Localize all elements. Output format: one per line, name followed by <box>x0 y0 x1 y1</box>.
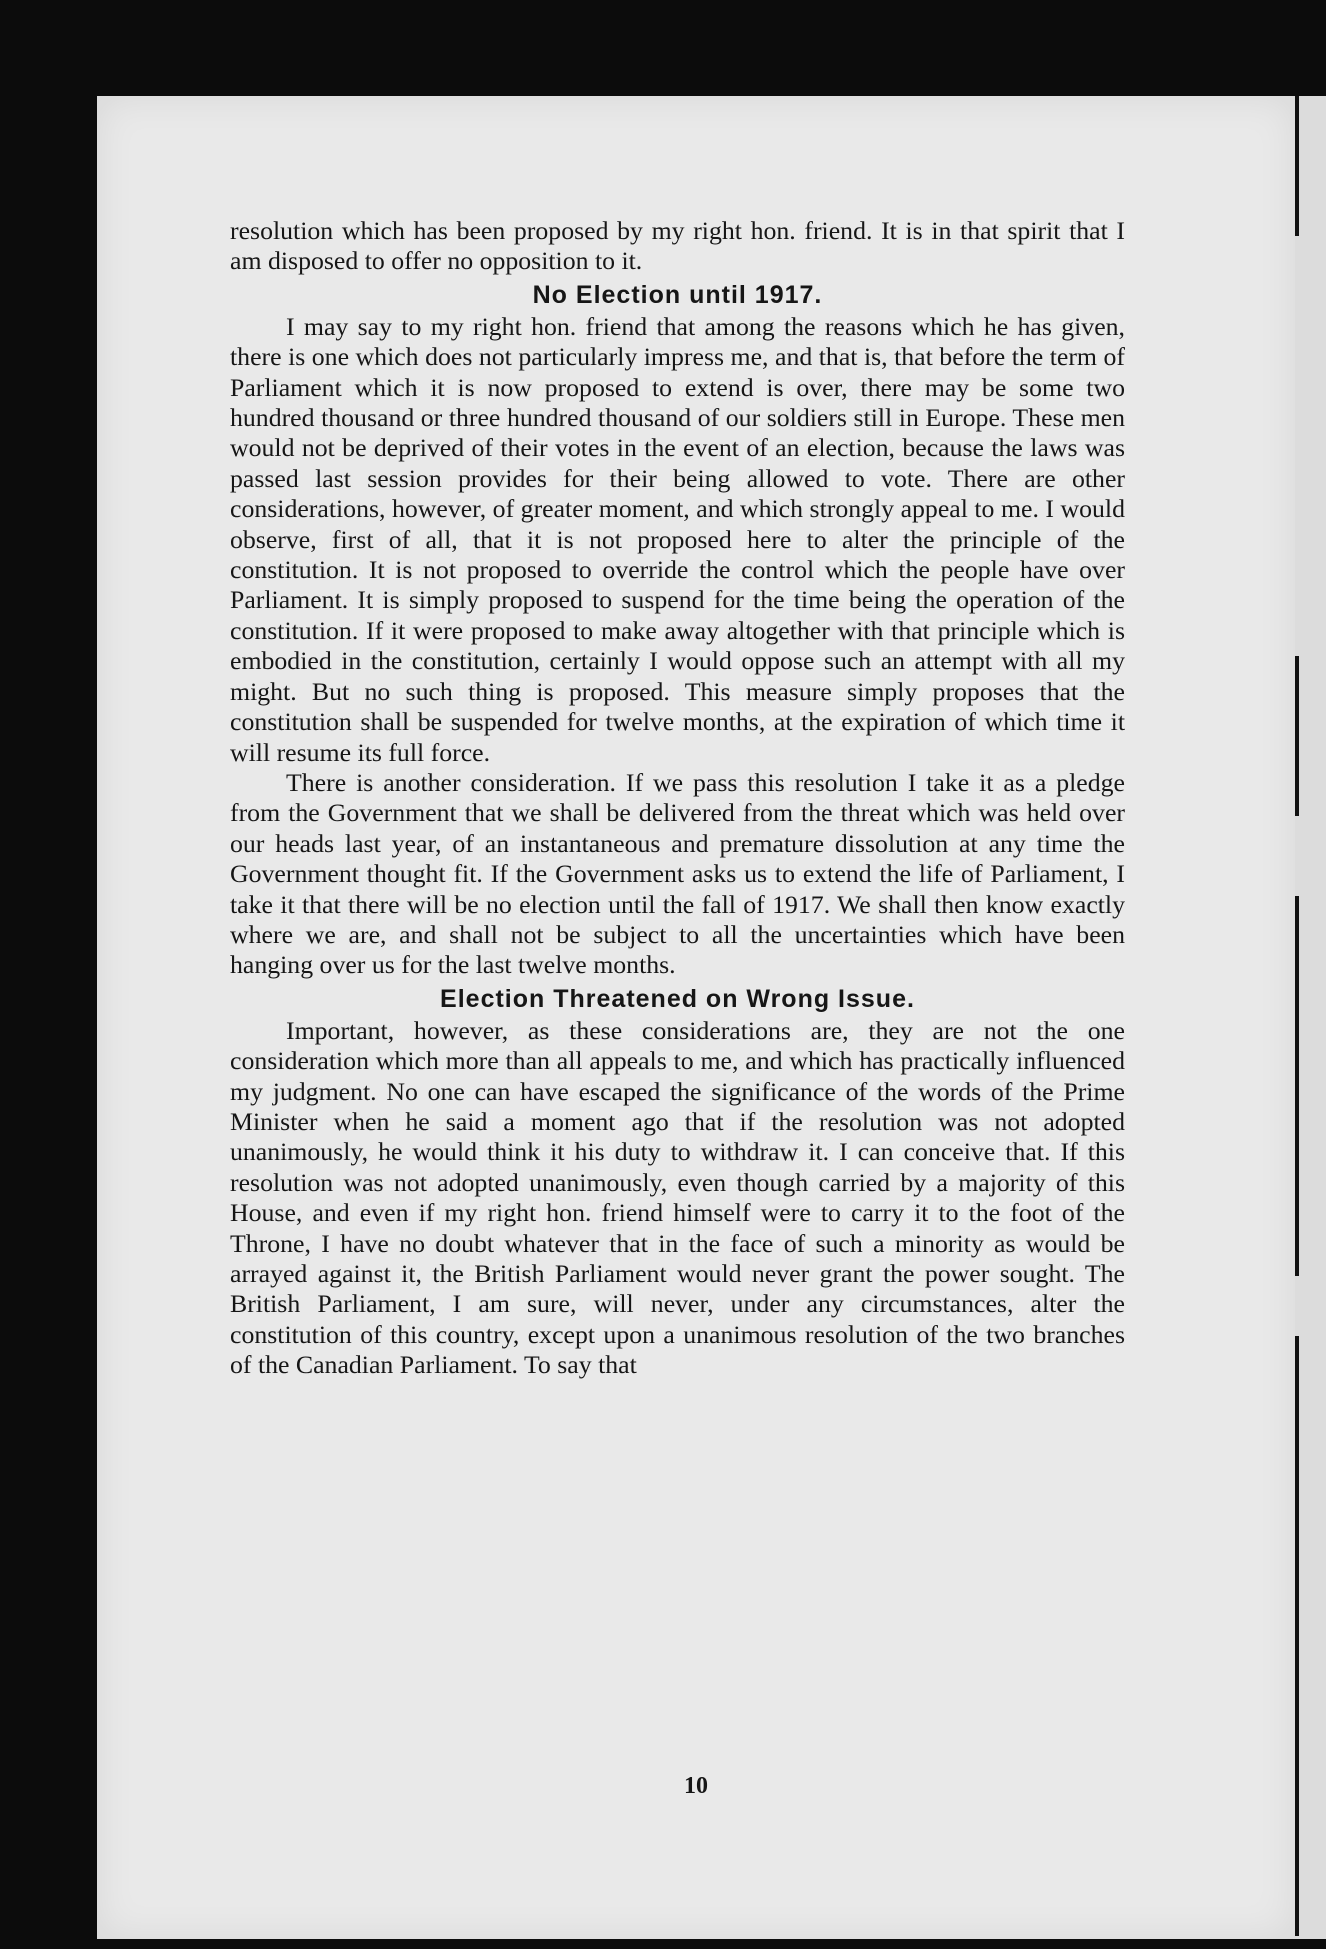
paragraph: Important, however, as these considerations are, they are not the one consideration which more than all appeals to me, and which has practically influenced my judgment. No one can have escaped the significance of the words of the Prime Minister when he said a moment ago that if the resolution was not adopted unanimously, he would think it his duty to withdraw it. I can conceive that. If this resolution was not adopted unanimously, even though carried by a majority of this House, and even if my right hon. friend himself were to carry it to the foot of the Throne, I have no doubt whatever that in the face of such a minority as would be arrayed against it, the British Parliament would never grant the power sought. The British Parliament, I am sure, will never, under any circumstances, alter the constitution of this country, except upon a unanimous resolution of the two branches of the Canadian Parliament. To say that <box>230 1015 1125 1380</box>
paragraph-continuation: resolution which has been proposed by my right hon. friend. It is in that spirit that I am disposed to offer no opposition to it. <box>230 216 1125 276</box>
paragraph: There is another consideration. If we pass this resolution I take it as a pledge from the Government that we shall be delivered from the threat which was held over our heads last year, of an instantaneous and premature dissolution at any time the Government thought fit. If the Government asks us to extend the life of Parliament, I take it that there will be no election until the fall of 1917. We shall then know exactly where we are, and shall not be subject to all the uncertainties which have been hanging over us for the last twelve months. <box>230 767 1125 980</box>
section-heading-election-threatened: Election Threatened on Wrong Issue. <box>440 984 915 1013</box>
section-heading-no-election: No Election until 1917. <box>532 280 823 309</box>
adjacent-page-edge <box>1295 96 1326 1939</box>
paragraph: I may say to my right hon. friend that among the reasons which he has given, there is one which does not particularly impress me, and that is, that before the term of Parliament which it is now proposed to extend is over, there may be some two hundred thousand or three hundred thousand of our soldiers still in Europe. These men would not be deprived of their votes in the event of an election, because the laws was passed last session provides for their being allowed to vote. There are other considerations, however, of greater moment, and which strongly appeal to me. I would observe, first of all, that it is not proposed here to alter the principle of the constitution. It is not proposed to override the control which the people have over Parliament. It is simply proposed to suspend for the time being the operation of the constitution. If it were proposed to make away altogether with that principle which is embodied in the constitution, certainly I would oppose such an attempt with all my might. But no such thing is proposed. This measure simply proposes that the constitution shall be suspended for twelve months, at the expiration of which time it will resume its full force. <box>230 311 1125 767</box>
document-text <box>230 216 1125 1381</box>
page-number: 10 <box>684 1773 708 1799</box>
